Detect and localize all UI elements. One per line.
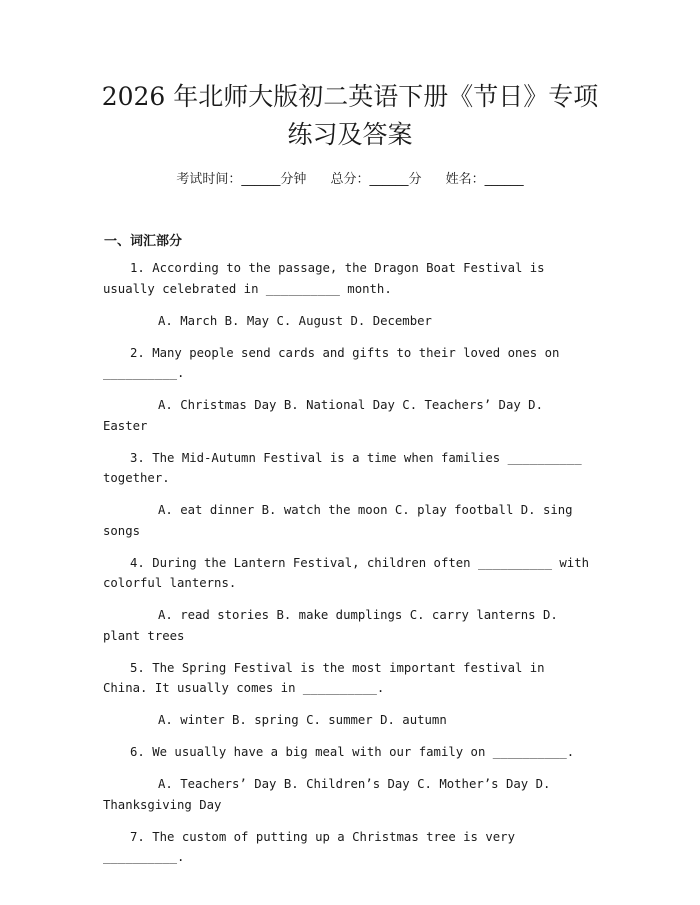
question-list <box>103 258 590 879</box>
page-title <box>60 78 640 154</box>
exam-info <box>0 168 700 187</box>
question-4: 4. During the Lantern Festival, children often __________ with colorful lanterns. <box>103 555 590 590</box>
exam-name: 姓名：______ <box>445 172 524 187</box>
question-7: 7. The custom of putting up a Christmas tree is very __________. <box>103 829 515 864</box>
question-3: 3. The Mid-Autumn Festival is a time when families __________ together. <box>103 450 582 485</box>
question-1: 1. According to the passage, the Dragon Boat Festival is usually celebrated in __________ month. <box>103 261 545 296</box>
section-heading: 一、词汇部分 <box>104 234 183 249</box>
question-6: 6. We usually have a big meal with our family on __________. <box>130 745 575 759</box>
exam-time: 考试时间：______分钟 <box>176 172 307 187</box>
question-2: 2. Many people send cards and gifts to their loved ones on __________. <box>103 345 560 380</box>
question-3-options: A. eat dinner B. watch the moon C. play football D. sing songs <box>103 503 573 538</box>
question-1-options: A. March B. May C. August D. December <box>158 313 432 328</box>
title-line-2: 练习及答案 <box>287 120 413 149</box>
exam-score: 总分：______分 <box>330 172 422 187</box>
question-5: 5. The Spring Festival is the most important festival in China. It usually comes in __________. <box>103 660 545 695</box>
title-line-1: 2026 年北师大版初二英语下册《节日》专项 <box>101 82 599 111</box>
question-5-options: A. winter B. spring C. summer D. autumn <box>158 713 447 727</box>
question-6-options: A. Teachers’ Day B. Children’s Day C. Mother’s Day D. Thanksgiving Day <box>103 777 551 812</box>
question-2-options: A. Christmas Day B. National Day C. Teachers’ Day D. Easter <box>103 398 543 433</box>
question-4-options: A. read stories B. make dumplings C. carry lanterns D. plant trees <box>103 608 558 643</box>
